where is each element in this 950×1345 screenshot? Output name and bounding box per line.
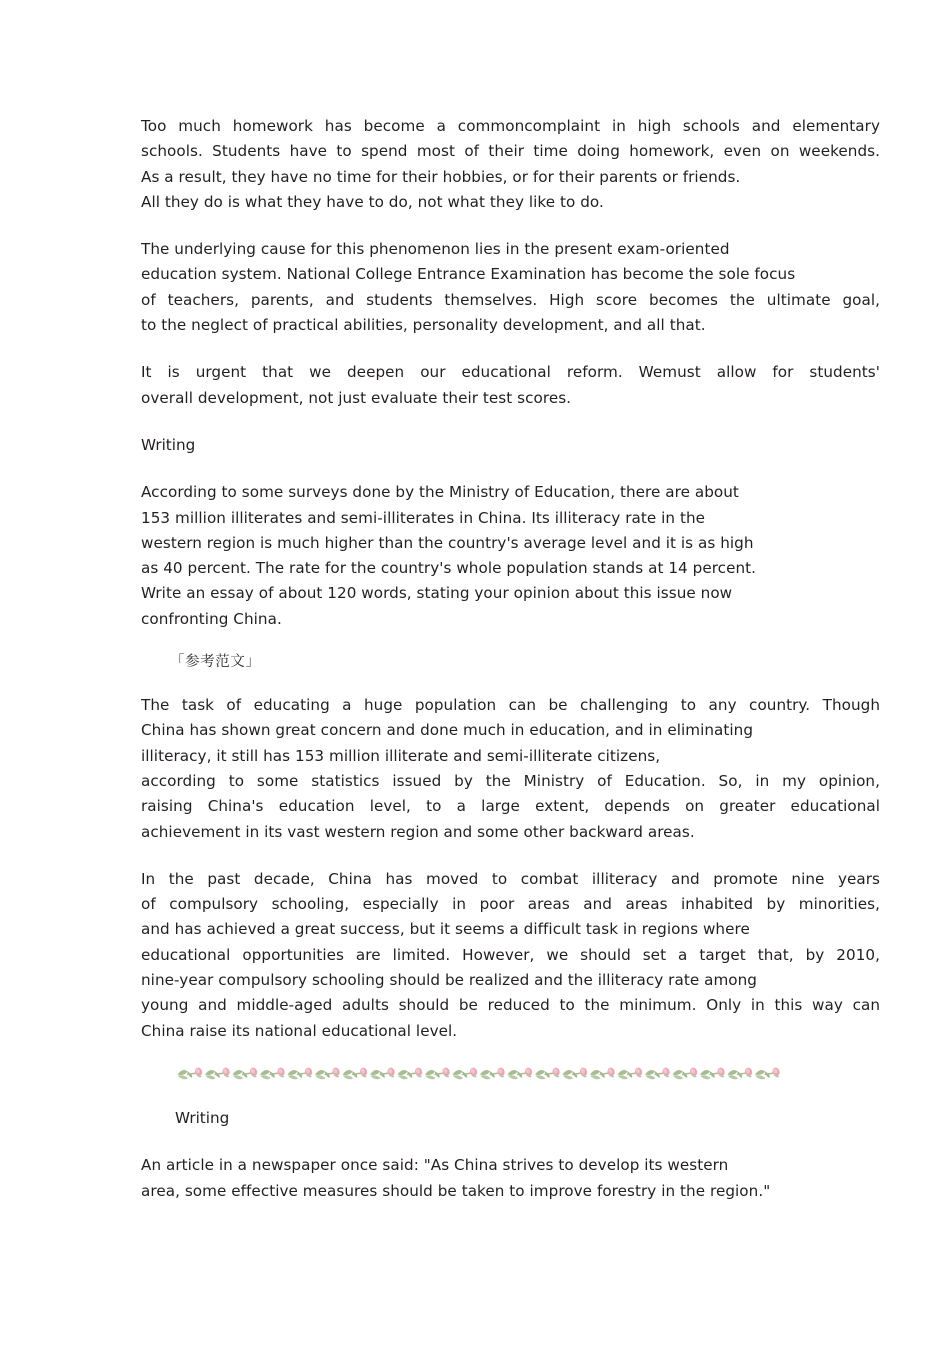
paragraph-line: western region is much higher than the country's average level and it is as high xyxy=(141,533,754,552)
paragraph-line: young and middle-aged adults should be reduced to the minimum. Only in this way can xyxy=(141,996,880,1015)
paragraph-spacer xyxy=(141,338,880,360)
chinese-heading-reference-essay: 「参考范文」 xyxy=(170,654,261,671)
paragraph-spacer xyxy=(141,632,880,650)
paragraph-spacer xyxy=(141,411,880,433)
paragraph-line: education system. National College Entrance Examination has become the sole focus xyxy=(141,265,796,284)
paragraph-writing-prompt-illiteracy xyxy=(141,480,880,632)
paragraph-line: raising China's education level, to a large extent, depends on greater educational xyxy=(141,797,880,816)
paragraph-line: confronting China. xyxy=(141,609,282,628)
paragraph-line: According to some surveys done by the Ministry of Education, there are about xyxy=(141,483,739,502)
paragraph-line: to the neglect of practical abilities, personality development, and all that. xyxy=(141,316,706,335)
paragraph-line: China raise its national educational level. xyxy=(141,1021,458,1040)
paragraph-line: An article in a newspaper once said: "As China strives to develop its western xyxy=(141,1156,729,1175)
paragraph-line: overall development, not just evaluate their test scores. xyxy=(141,388,572,407)
paragraph-line: nine-year compulsory schooling should be realized and the illiteracy rate among xyxy=(141,971,758,990)
paragraph-line: area, some effective measures should be taken to improve forestry in the region." xyxy=(141,1181,771,1200)
paragraph-homework-complaint xyxy=(141,114,880,215)
paragraph-spacer xyxy=(141,1044,880,1062)
paragraph-line: Write an essay of about 120 words, stating your opinion about this issue now xyxy=(141,584,733,603)
paragraph-spacer xyxy=(141,675,880,693)
paragraph-line: The task of educating a huge population can be challenging to any country. Though xyxy=(141,696,880,715)
paragraph-line: and has achieved a great success, but it seems a difficult task in regions where xyxy=(141,920,750,939)
paragraph-spacer xyxy=(141,1088,880,1106)
paragraph-line: of compulsory schooling, especially in poor areas and areas inhabited by minorities, xyxy=(141,895,880,914)
paragraph-line: As a result, they have no time for their hobbies, or for their parents or friends. xyxy=(141,167,741,186)
paragraph-spacer xyxy=(141,215,880,237)
paragraph-line: The underlying cause for this phenomenon lies in the present exam-oriented xyxy=(141,240,730,259)
section-heading-writing-2: Writing xyxy=(175,1108,230,1127)
paragraph-line: In the past decade, China has moved to combat illiteracy and promote nine years xyxy=(141,869,880,888)
paragraph-newspaper-forestry xyxy=(141,1153,880,1204)
paragraph-spacer xyxy=(141,845,880,867)
paragraph-line: All they do is what they have to do, not what they like to do. xyxy=(141,192,604,211)
paragraph-urgent-reform xyxy=(141,360,880,411)
document-body xyxy=(141,114,880,1204)
paragraph-line: It is urgent that we deepen our educational reform. Wemust allow for students' xyxy=(141,363,880,382)
paragraph-sample-essay-intro xyxy=(141,693,880,845)
paragraph-line: as 40 percent. The rate for the country's whole population stands at 14 percent. xyxy=(141,559,757,578)
section-heading-writing-1: Writing xyxy=(141,435,196,454)
paragraph-underlying-cause xyxy=(141,237,880,338)
paragraph-spacer xyxy=(141,1131,880,1153)
paragraph-line: Too much homework has become a commoncomplaint in high schools and elementary xyxy=(141,117,880,135)
divider-container xyxy=(141,1062,880,1088)
paragraph-line: of teachers, parents, and students themselves. High score becomes the ultimate goal, xyxy=(141,290,880,309)
paragraph-line: according to some statistics issued by the Ministry of Education. So, in my opinion, xyxy=(141,771,880,790)
paragraph-line: educational opportunities are limited. However, we should set a target that, by 2010, xyxy=(141,945,880,964)
paragraph-line: schools. Students have to spend most of their time doing homework, even on weekends. xyxy=(141,142,880,161)
paragraph-past-decade-compulsory-schooling xyxy=(141,867,880,1044)
paragraph-line: achievement in its vast western region and some other backward areas. xyxy=(141,822,695,841)
paragraph-line: illiteracy, it still has 153 million illiterate and semi-illiterate citizens, xyxy=(141,746,661,765)
paragraph-line: 153 million illiterates and semi-illiterates in China. Its illiteracy rate in the xyxy=(141,508,706,527)
paragraph-spacer xyxy=(141,458,880,480)
paragraph-line: China has shown great concern and done much in education, and in eliminating xyxy=(141,721,754,740)
floral-divider-icon xyxy=(175,1062,781,1088)
